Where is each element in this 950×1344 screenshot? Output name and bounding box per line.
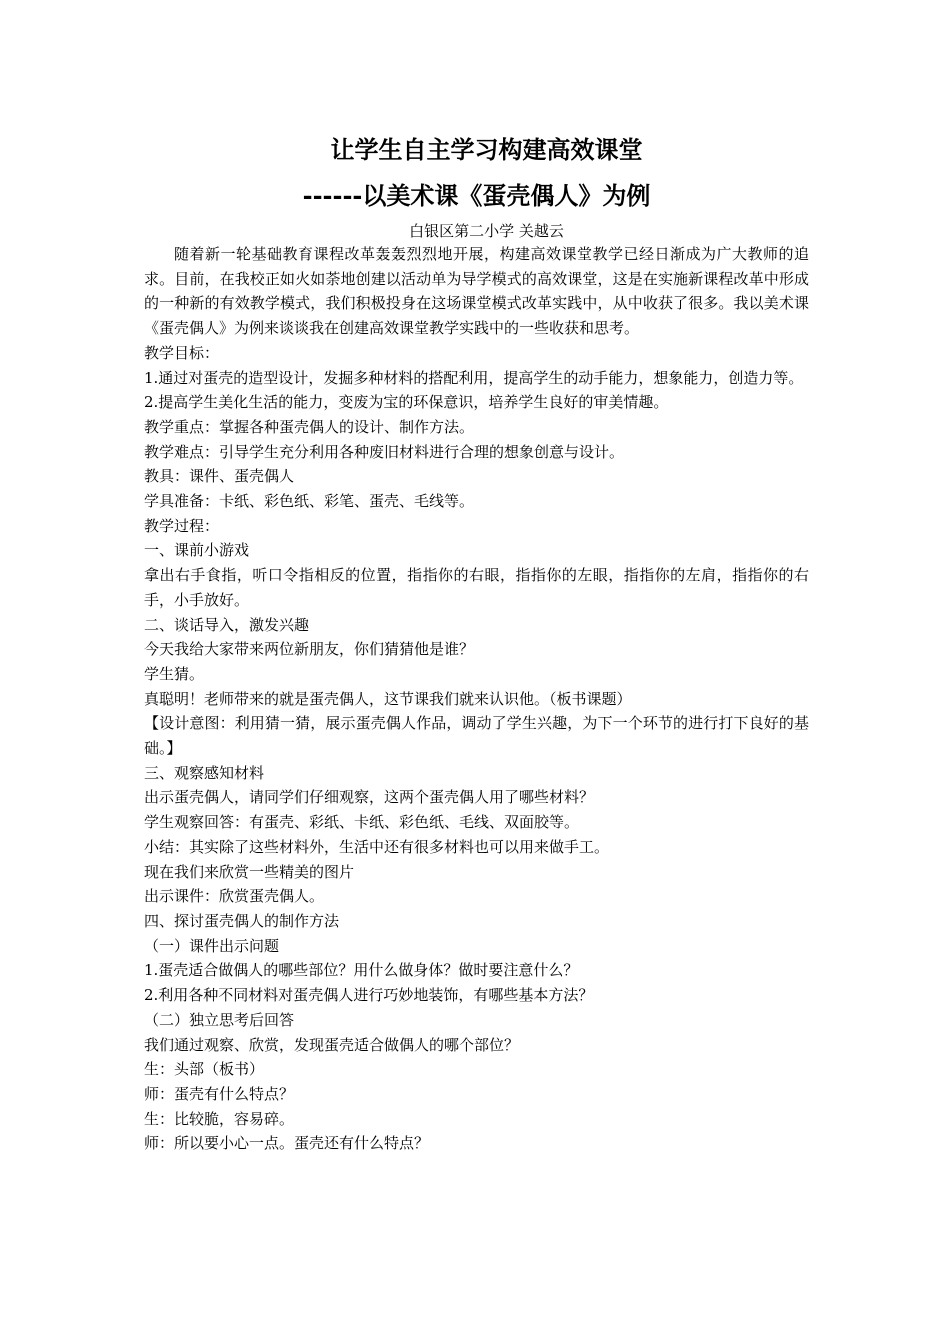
body-line: 二、谈话导入，激发兴趣 <box>144 615 310 634</box>
body-line: 现在我们来欣赏一些精美的图片 <box>144 862 355 881</box>
body-line: 三、观察感知材料 <box>144 763 265 782</box>
body-line: 教学重点：掌握各种蛋壳偶人的设计、制作方法。 <box>144 417 475 436</box>
body-line: 一、课前小游戏 <box>144 541 250 560</box>
body-line: 1.蛋壳适合做偶人的哪些部位？用什么做身体？做时要注意什么？ <box>144 961 579 980</box>
body-line: 小结：其实除了这些材料外，生活中还有很多材料也可以用来做手工。 <box>144 837 610 856</box>
body-line: 拿出右手食指，听口令指相反的位置，指指你的右眼，指指你的左眼，指指你的左肩，指指你的右手，小手放好。 <box>144 566 809 609</box>
body-line: 教学难点：引导学生充分利用各种废旧材料进行合理的想象创意与设计。 <box>144 442 625 461</box>
body-line: 【设计意图：利用猜一猜，展示蛋壳偶人作品，调动了学生兴趣，为下一个环节的进行打下良好的基础。】 <box>144 714 809 758</box>
body-line: 学生猜。 <box>144 664 205 683</box>
body-line: （二）独立思考后回答 <box>144 1010 295 1029</box>
body-line: 师：所以要小心一点。蛋壳还有什么特点？ <box>144 1134 430 1153</box>
body-line: 出示蛋壳偶人，请同学们仔细观察，这两个蛋壳偶人用了哪些材料？ <box>144 788 595 807</box>
document-author: 白银区第二小学 关越云 <box>409 222 564 240</box>
body-line: （一）课件出示问题 <box>144 936 280 955</box>
document-body <box>144 242 809 1156</box>
body-line: 真聪明！老师带来的就是蛋壳偶人，这节课我们就来认识他。（板书课题） <box>144 689 632 708</box>
document-subtitle: ------以美术课《蛋壳偶人》为例 <box>302 181 651 210</box>
body-line: 四、探讨蛋壳偶人的制作方法 <box>144 911 340 930</box>
body-line: 生：比较脆，容易碎。 <box>144 1109 295 1128</box>
body-line: 师：蛋壳有什么特点？ <box>144 1084 295 1103</box>
body-line: 教学目标： <box>144 343 220 362</box>
body-line: 1.通过对蛋壳的造型设计，发掘多种材料的搭配利用，提高学生的动手能力，想象能力，创造力等。 <box>144 368 804 387</box>
body-line: 教学过程： <box>144 516 220 535</box>
document-page <box>144 130 809 1156</box>
body-line: 生：头部（板书） <box>144 1060 265 1079</box>
body-line: 教具：课件、蛋壳偶人 <box>144 467 295 486</box>
body-line: 我们通过观察、欣赏，发现蛋壳适合做偶人的哪个部位？ <box>144 1035 520 1054</box>
body-line: 出示课件：欣赏蛋壳偶人。 <box>144 887 325 906</box>
body-line: 2.利用各种不同材料对蛋壳偶人进行巧妙地装饰，有哪些基本方法？ <box>144 986 594 1005</box>
body-line: 今天我给大家带来两位新朋友，你们猜猜他是谁？ <box>144 640 475 659</box>
body-line: 学具准备：卡纸、彩色纸、彩笔、蛋壳、毛线等。 <box>144 492 475 511</box>
document-title: 让学生自主学习构建高效课堂 <box>330 135 643 164</box>
intro-paragraph: 随着新一轮基础教育课程改革轰轰烈烈地开展，构建高效课堂教学已经日渐成为广大教师的追求。目前，在我校正如火如荼地创建以活动单为导学模式的高效课堂，这是在实施新课程改革中形成的一种新的有效教学模式，我们积极投身在这场课堂模式改革实践中，从中收获了很多。我以美术课《蛋壳偶人》为例来谈谈我在创建高效课堂教学实践中的一些收获和思考。 <box>144 245 809 338</box>
body-line: 2.提高学生美化生活的能力，变废为宝的环保意识，培养学生良好的审美情趣。 <box>144 393 669 412</box>
body-line: 学生观察回答：有蛋壳、彩纸、卡纸、彩色纸、毛线、双面胶等。 <box>144 813 580 832</box>
